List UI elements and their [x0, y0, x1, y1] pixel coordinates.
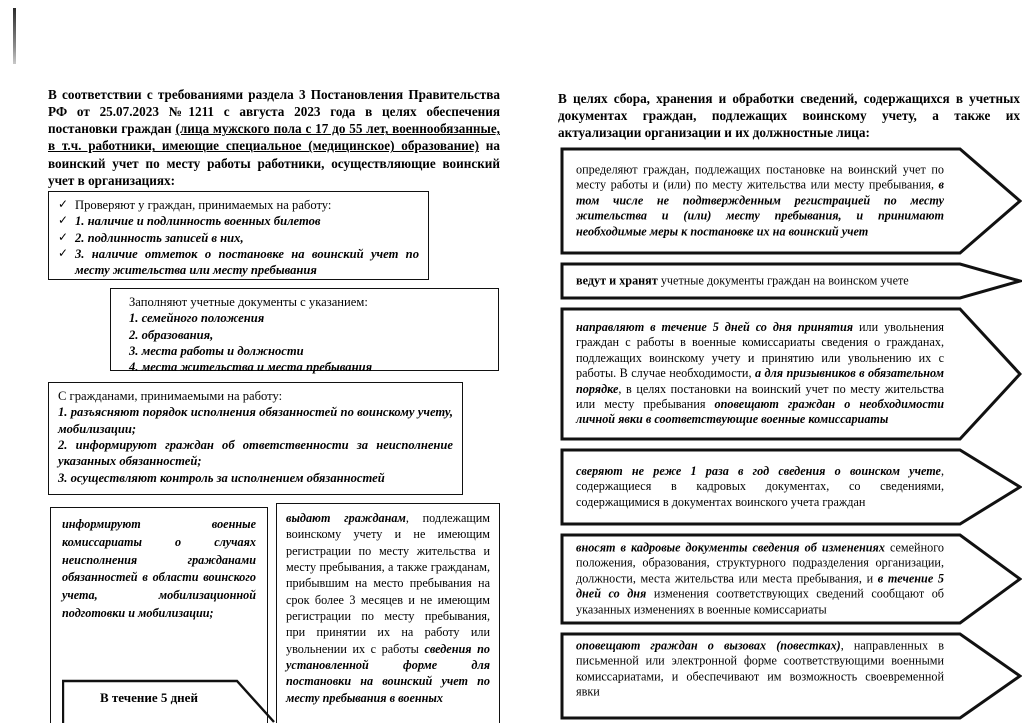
fill-documents-box	[110, 288, 499, 375]
arrow-determine-citizens	[560, 147, 1022, 255]
arrow-notify-summons	[560, 632, 1022, 720]
arrow-segment: в том числе не подтвержденным регистрацией по месту жительства и (или) месту пребывания, и принимают необходимые меры к постановке их на воинский учет	[576, 177, 944, 239]
issue-documents-box	[276, 503, 500, 723]
issue-box-italic-2: сведения по установленной форме для постановки на воинский учет по месту пребывания в военных	[286, 641, 491, 705]
inform-box-text: информируют военные комиссариаты о случаях неисполнения гражданами обязанностей в области воинского учета, мобилизационной подготовки и мобилизации;	[62, 517, 256, 621]
citizens-box-item: 3. осуществляют контроль за исполнением обязанностей	[58, 470, 385, 485]
arrow-text	[576, 163, 944, 240]
arrow-reconcile-yearly	[560, 448, 1022, 526]
arrow-segment: учетные документы граждан на воинском учете	[657, 273, 909, 288]
check-row	[58, 246, 419, 279]
arrow-text	[576, 273, 944, 288]
fill-box-item: 1. семейного положения	[129, 311, 265, 326]
right-intro-text: В целях сбора, хранения и обработки сведений, содержащихся в учетных документах граждан, подлежащих воинскому учету, а также их актуализации организации и их должностные лица:	[558, 91, 1020, 141]
arrow-segment: в течение 5 дней со дня	[576, 571, 944, 601]
within-5-days-arrow	[62, 672, 277, 723]
arrow-send-within-5-days	[560, 307, 1022, 441]
check-icon: ✓	[58, 197, 69, 211]
arrow-segment: вносят в кадровые документы сведения об изменениях	[576, 540, 885, 555]
left-intro-paragraph	[48, 86, 500, 189]
left-intro-part2: на воинский учет по месту работы работники, осуществляющие воинский учет в организациях:	[48, 138, 500, 188]
left-intro-underlined: (лица мужского пола с 17 до 55 лет, военнообязанные, в т.ч. работники, имеющие специальное (медицинское) образование)	[48, 121, 500, 154]
check-box-item: 3. наличие отметок о постановке на воинский учет по месту жительства или месту пребывания	[75, 247, 419, 278]
fill-box-heading: Заполняют учетные документы с указанием:	[129, 295, 368, 309]
fill-box-item: 4. места жительства и места пребывания	[129, 360, 373, 375]
citizens-box-heading: С гражданами, принимаемыми на работу:	[58, 389, 283, 403]
arrow-segment: , в целях постановки на воинский учет по месту жительства или месту пребывания	[576, 381, 944, 412]
check-box	[48, 191, 429, 280]
check-icon: ✓	[58, 229, 69, 244]
left-intro-part1: В соответствии с требованиями раздела 3 Постановления Правительства РФ от 25.07.2023 №1211 с августа 2023 года в целях обеспечения постановки граждан	[48, 87, 500, 137]
arrow-segment: сверяют не реже 1 раза в год сведения о воинском учете	[576, 463, 941, 478]
check-icon: ✓	[58, 246, 69, 261]
arrow-segment: а для призывников в обязательном порядке	[576, 366, 944, 396]
arrow-segment: изменения соответствующих сведений сообщают об указанных изменениях в военные комиссариаты	[576, 586, 944, 617]
scan-artifact-bar	[13, 8, 16, 64]
arrow-segment: направляют в течение 5 дней со дня принятия	[576, 320, 854, 335]
check-icon: ✓	[58, 213, 69, 228]
arrow-segment: , направленных в письменной или электронной форме соответствующими военными комиссариатами, и обеспечивают им возможность своевременной явки	[576, 638, 944, 699]
check-box-item: 2. подлинность записей в них,	[75, 230, 244, 245]
arrow-segment: или увольнения граждан с работы в военные комиссариаты сведения о гражданах, подлежащих воинскому учету и принятию или увольнению их с работы. В случае необходимости,	[576, 320, 945, 381]
check-row	[58, 230, 419, 246]
check-box-heading: Проверяют у граждан, принимаемых на работу:	[75, 198, 332, 212]
issue-box-normal-1: , подлежащим воинскому учету и не имеющим регистрации по месту жительства и месту пребывания, а также гражданам, прибывшим на место пребывания на срок более 3 месяцев и не имеющим регистрации по месту пребывания, при принятии их на работу или увольнении их с работы	[286, 511, 491, 656]
arrow-segment: оповещают граждан о вызовах (повестках)	[576, 638, 841, 653]
within-5-days-label: В течение 5 дней	[100, 690, 198, 705]
issue-box-italic-1: выдают гражданам	[286, 511, 406, 525]
arrow-text	[576, 541, 944, 618]
fill-box-item: 2. образования,	[129, 327, 214, 342]
arrow-text	[576, 320, 944, 428]
fill-box-item: 3. места работы и должности	[129, 344, 304, 359]
citizens-box-item: 1. разъясняют порядок исполнения обязанностей по воинскому учету, мобилизации;	[58, 405, 453, 436]
check-box-item: 1. наличие и подлинность военных билетов	[75, 214, 321, 229]
arrow-segment: ведут и хранят	[576, 273, 658, 288]
citizens-box-item: 2. информируют граждан об ответственности за неисполнение указанных обязанностей;	[58, 438, 453, 469]
right-intro-paragraph	[558, 90, 1020, 141]
citizens-box	[48, 382, 463, 495]
arrow-segment: семейного положения, образования, структурного подразделения организации, должности, места жительства или места пребывания, и	[576, 540, 944, 586]
arrow-keep-documents	[560, 262, 1022, 300]
arrow-text	[576, 638, 944, 700]
arrow-segment: оповещают граждан о необходимости личной явки в соответствующие военные комиссариаты	[576, 397, 944, 427]
check-row	[58, 197, 419, 213]
check-row	[58, 213, 419, 229]
arrow-segment: , содержащиеся в кадровых документах, со сведениями, содержащимися в документах воинского учета граждан	[576, 463, 944, 509]
arrow-text	[576, 464, 944, 510]
arrow-segment: определяют граждан, подлежащих постановке на воинский учет по месту работы и (или) по месту жительства или месту пребывания,	[576, 162, 944, 192]
arrow-record-changes	[560, 533, 1022, 625]
